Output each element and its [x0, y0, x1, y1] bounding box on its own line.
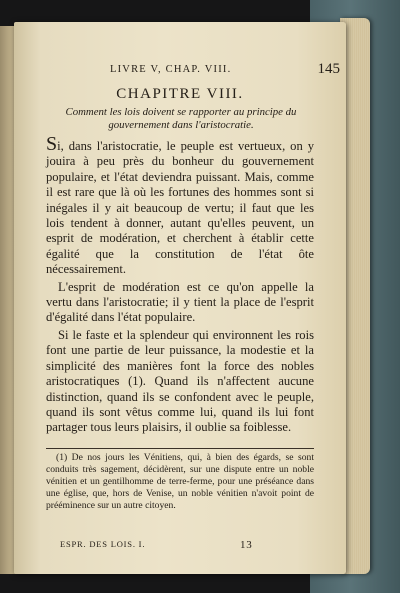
body-text [46, 133, 314, 438]
footnote-text: (1) De nos jours les Vénitiens, qui, à bien des égards, se sont conduits très sagement, décidèrent, sur une dispute entre un noble vénitien et un gentilhomme de terre-ferme, pour une préséance dans une église, que, hors de Venise, un noble vénitien n'avoit point de prééminence sur un autre citoyen. [46, 452, 314, 511]
running-head-text: LIVRE V, CHAP. VIII. [110, 64, 232, 75]
paragraph: L'esprit de modération est ce qu'on appelle la vertu dans l'aristocratie; il y tient la place de l'esprit d'égalité dans l'état populaire. [46, 279, 314, 325]
signature-text: ESPR. DES LOIS. I. [60, 539, 146, 549]
page-number: 145 [317, 61, 340, 77]
running-head [110, 61, 340, 78]
paragraph: Si le faste et la splendeur qui environnent les rois font une partie de leur puissance, la modestie et la simplicité des manières font la force des nobles aristocratiques (1). Quand ils n'affectent aucune distinction, quand ils se confondent avec le peuple, quand ils sont vêtus comme lui, quand ils lui font partager tous leurs plaisirs, il oublie sa foiblesse. [46, 327, 314, 435]
signature-mark: 13 [240, 539, 253, 551]
footnote [46, 452, 314, 512]
chapter-title: CHAPITRE VIII. [116, 86, 244, 102]
chapter-subtitle: Comment les lois doivent se rapporter au principe du gouvernement dans l'aristocratie. [65, 106, 297, 131]
book-page [14, 22, 346, 574]
paragraph: Si, dans l'aristocratie, le peuple est vertueux, on y jouira à peu près du bonheur du gouvernement populaire, et l'état deviendra puissant. Mais, comme il est rare que là où les fortunes des hommes sont si inégales il y ait beaucoup de vertu; il faut que les lois tendent à donner, autant qu'elles peuvent, un esprit de modération, et cherchent à établir cette égalité que la constitution de l'état ôte nécessairement. [46, 133, 314, 277]
footnote-rule [46, 448, 314, 449]
signature-line [60, 539, 260, 551]
